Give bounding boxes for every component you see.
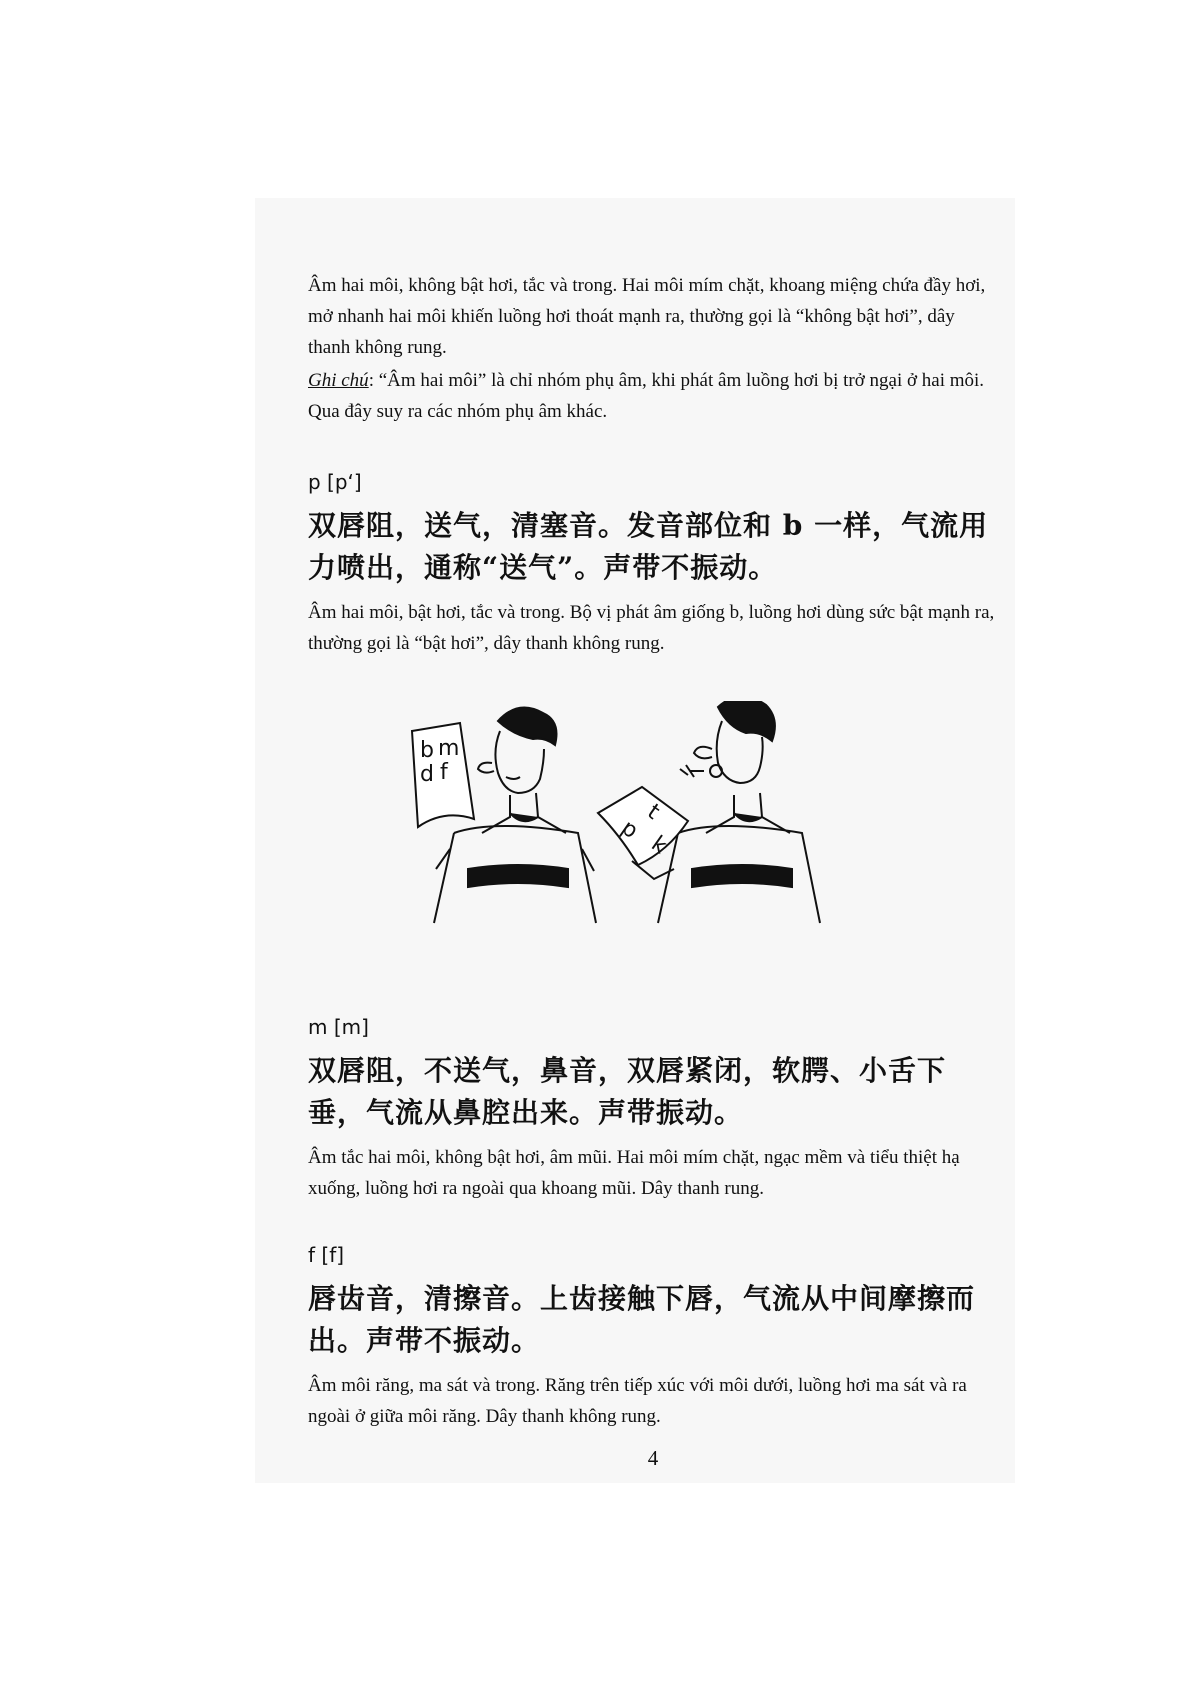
b-vietnamese-text: Âm hai môi, không bật hơi, tắc và trong. Hai môi mím chặt, khoang miệng chứa đầy hơi, mở nhanh hai môi khiến luồng hơi thoát mạnh ra, thường gọi là “không bật hơi”, dây thanh không rung. [308, 275, 986, 358]
p-vietnamese-text: Âm hai môi, bật hơi, tắc và trong. Bộ vị phát âm giống b, luồng hơi dùng sức bật mạnh ra, thường gọi là “bật hơi”, dây thanh không rung. [308, 602, 995, 654]
p-heading: p [p‘] [308, 470, 362, 494]
m-heading: m [m] [308, 1015, 369, 1039]
note-text: : “Âm hai môi” là chỉ nhóm phụ âm, khi phát âm luồng hơi bị trở ngại ở hai môi. Qua đây suy ra các nhóm phụ âm khác. [308, 370, 985, 422]
card1-letter-b: b [420, 738, 434, 763]
m-vietnamese-text: Âm tắc hai môi, không bật hơi, âm mũi. Hai môi mím chặt, ngạc mềm và tiểu thiệt hạ xuống, luồng hơi ra ngoài qua khoang mũi. Dây thanh rung. [308, 1147, 960, 1199]
card2-letter-p: p [616, 815, 643, 844]
note-paragraph [308, 365, 998, 427]
p-chinese-text: 双唇阻，送气，清塞音。发音部位和 b 一样，气流用力喷出，通称“送气”。声带不振动。 [308, 509, 989, 584]
f-heading: f [f] [308, 1243, 345, 1267]
card1-letter-f: f [440, 760, 448, 785]
m-chinese-text: 双唇阻，不送气，鼻音，双唇紧闭，软腭、小舌下垂，气流从鼻腔出来。声带振动。 [308, 1054, 947, 1129]
page-content [308, 270, 998, 1471]
pronunciation-illustration [308, 701, 998, 966]
card2-letter-k: k [646, 831, 672, 860]
f-vietnamese-text: Âm môi răng, ma sát và trong. Răng trên tiếp xúc với môi dưới, luồng hơi ma sát và ra ngoài ở giữa môi răng. Dây thanh không rung. [308, 1375, 967, 1427]
card1-letter-d: d [420, 762, 434, 787]
card1-letter-m: m [438, 736, 460, 761]
card2-letter-t: t [642, 799, 664, 825]
two-figures-illustration [388, 701, 868, 966]
page-number: 4 [647, 1446, 659, 1470]
note-label: Ghi chú [308, 370, 369, 391]
f-chinese-text: 唇齿音，清擦音。上齿接触下唇，气流从中间摩擦而出。声带不振动。 [308, 1282, 976, 1357]
